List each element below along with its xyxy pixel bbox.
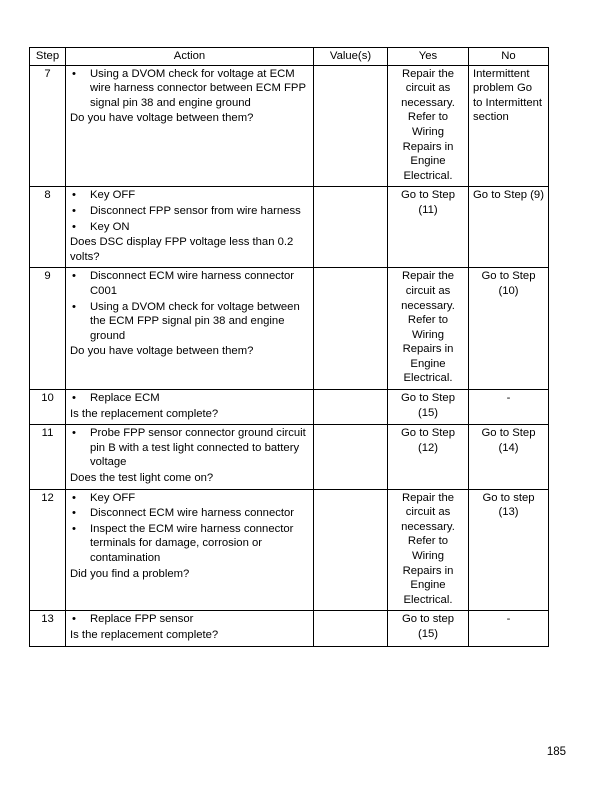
bullet-text: Using a DVOM check for voltage between the ECM FPP signal pin 38 and engine ground (90, 300, 300, 342)
action-bullet (70, 506, 309, 521)
no-cell: Go to Step (14) (469, 425, 549, 489)
bullet-icon: • (72, 204, 76, 217)
table-header-row (30, 48, 549, 66)
action-question: Did you find a problem? (70, 567, 190, 580)
action-bullets (70, 612, 309, 627)
table-row (30, 65, 549, 187)
table-row (30, 187, 549, 268)
no-cell: Go to Step (9) (469, 187, 549, 268)
yes-cell: Go to Step (11) (388, 187, 469, 268)
bullet-text: Probe FPP sensor connector ground circuit pin B with a test light connected to battery voltage (90, 427, 306, 469)
yes-cell: Repair the circuit as necessary. Refer to Wiring Repairs in Engine Electrical. (388, 489, 469, 611)
header-value: Value(s) (314, 48, 388, 66)
bullet-text: Disconnect FPP sensor from wire harness (90, 204, 301, 217)
bullet-text: Key OFF (90, 189, 136, 202)
bullet-icon: • (72, 300, 76, 313)
bullet-icon: • (72, 522, 76, 535)
step-number: 10 (30, 390, 66, 425)
bullet-icon: • (72, 491, 76, 504)
action-bullets (70, 269, 309, 343)
action-bullets (70, 67, 309, 111)
action-question: Is the replacement complete? (70, 407, 219, 420)
bullet-text: Disconnect ECM wire harness connector C001 (90, 270, 295, 297)
step-number: 7 (30, 65, 66, 187)
value-cell (314, 268, 388, 390)
bullet-icon: • (72, 392, 76, 405)
action-bullet (70, 204, 309, 219)
no-cell: - (469, 390, 549, 425)
value-cell (314, 611, 388, 646)
no-cell: Intermittent problem Go to Intermittent section (469, 65, 549, 187)
page-number: 185 (546, 746, 566, 758)
bullet-text: Using a DVOM check for voltage at ECM wire harness connector between ECM FPP signal pin 38 and engine ground (90, 67, 306, 109)
action-bullet (70, 491, 309, 506)
action-bullet (70, 612, 309, 627)
yes-cell: Repair the circuit as necessary. Refer to Wiring Repairs in Engine Electrical. (388, 268, 469, 390)
step-number: 13 (30, 611, 66, 646)
action-bullets (70, 391, 309, 406)
table-row (30, 425, 549, 489)
yes-cell: Repair the circuit as necessary. Refer to Wiring Repairs in Engine Electrical. (388, 65, 469, 187)
header-action: Action (66, 48, 314, 66)
bullet-text: Key ON (90, 220, 130, 233)
table-row (30, 611, 549, 646)
no-cell: Go to Step (10) (469, 268, 549, 390)
action-bullet (70, 269, 309, 298)
action-bullet (70, 391, 309, 406)
bullet-icon: • (72, 613, 76, 626)
action-bullet (70, 522, 309, 566)
bullet-icon: • (72, 220, 76, 233)
action-cell (66, 390, 314, 425)
value-cell (314, 65, 388, 187)
bullet-text: Replace FPP sensor (90, 613, 194, 626)
step-number: 11 (30, 425, 66, 489)
table-row (30, 268, 549, 390)
header-step: Step (30, 48, 66, 66)
action-bullet (70, 67, 309, 111)
yes-cell: Go to step (15) (388, 611, 469, 646)
bullet-text: Disconnect ECM wire harness connector (90, 507, 295, 520)
step-number: 9 (30, 268, 66, 390)
bullet-icon: • (72, 67, 76, 80)
bullet-icon: • (72, 427, 76, 440)
action-bullet (70, 220, 309, 235)
action-question: Do you have voltage between them? (70, 112, 254, 125)
no-cell: - (469, 611, 549, 646)
action-bullets (70, 188, 309, 234)
bullet-text: Key OFF (90, 491, 136, 504)
bullet-icon: • (72, 270, 76, 283)
action-bullet (70, 426, 309, 470)
action-cell (66, 611, 314, 646)
value-cell (314, 425, 388, 489)
action-cell (66, 425, 314, 489)
bullet-icon: • (72, 189, 76, 202)
action-question: Does DSC display FPP voltage less than 0.2 volts? (70, 236, 294, 263)
no-cell: Go to step (13) (469, 489, 549, 611)
action-cell (66, 268, 314, 390)
table-row (30, 489, 549, 611)
action-cell (66, 489, 314, 611)
value-cell (314, 489, 388, 611)
action-question: Do you have voltage between them? (70, 345, 254, 358)
header-no: No (469, 48, 549, 66)
value-cell (314, 390, 388, 425)
table-row (30, 390, 549, 425)
action-cell (66, 187, 314, 268)
action-cell (66, 65, 314, 187)
diagnostic-steps-table (29, 47, 549, 647)
step-number: 12 (30, 489, 66, 611)
action-question: Is the replacement complete? (70, 628, 219, 641)
action-bullets (70, 426, 309, 470)
action-question: Does the test light come on? (70, 472, 214, 485)
yes-cell: Go to Step (12) (388, 425, 469, 489)
action-bullets (70, 491, 309, 566)
header-yes: Yes (388, 48, 469, 66)
value-cell (314, 187, 388, 268)
bullet-text: Replace ECM (90, 392, 160, 405)
step-number: 8 (30, 187, 66, 268)
bullet-icon: • (72, 507, 76, 520)
bullet-text: Inspect the ECM wire harness connector terminals for damage, corrosion or contamination (90, 522, 294, 564)
action-bullet (70, 300, 309, 344)
action-bullet (70, 188, 309, 203)
yes-cell: Go to Step (15) (388, 390, 469, 425)
